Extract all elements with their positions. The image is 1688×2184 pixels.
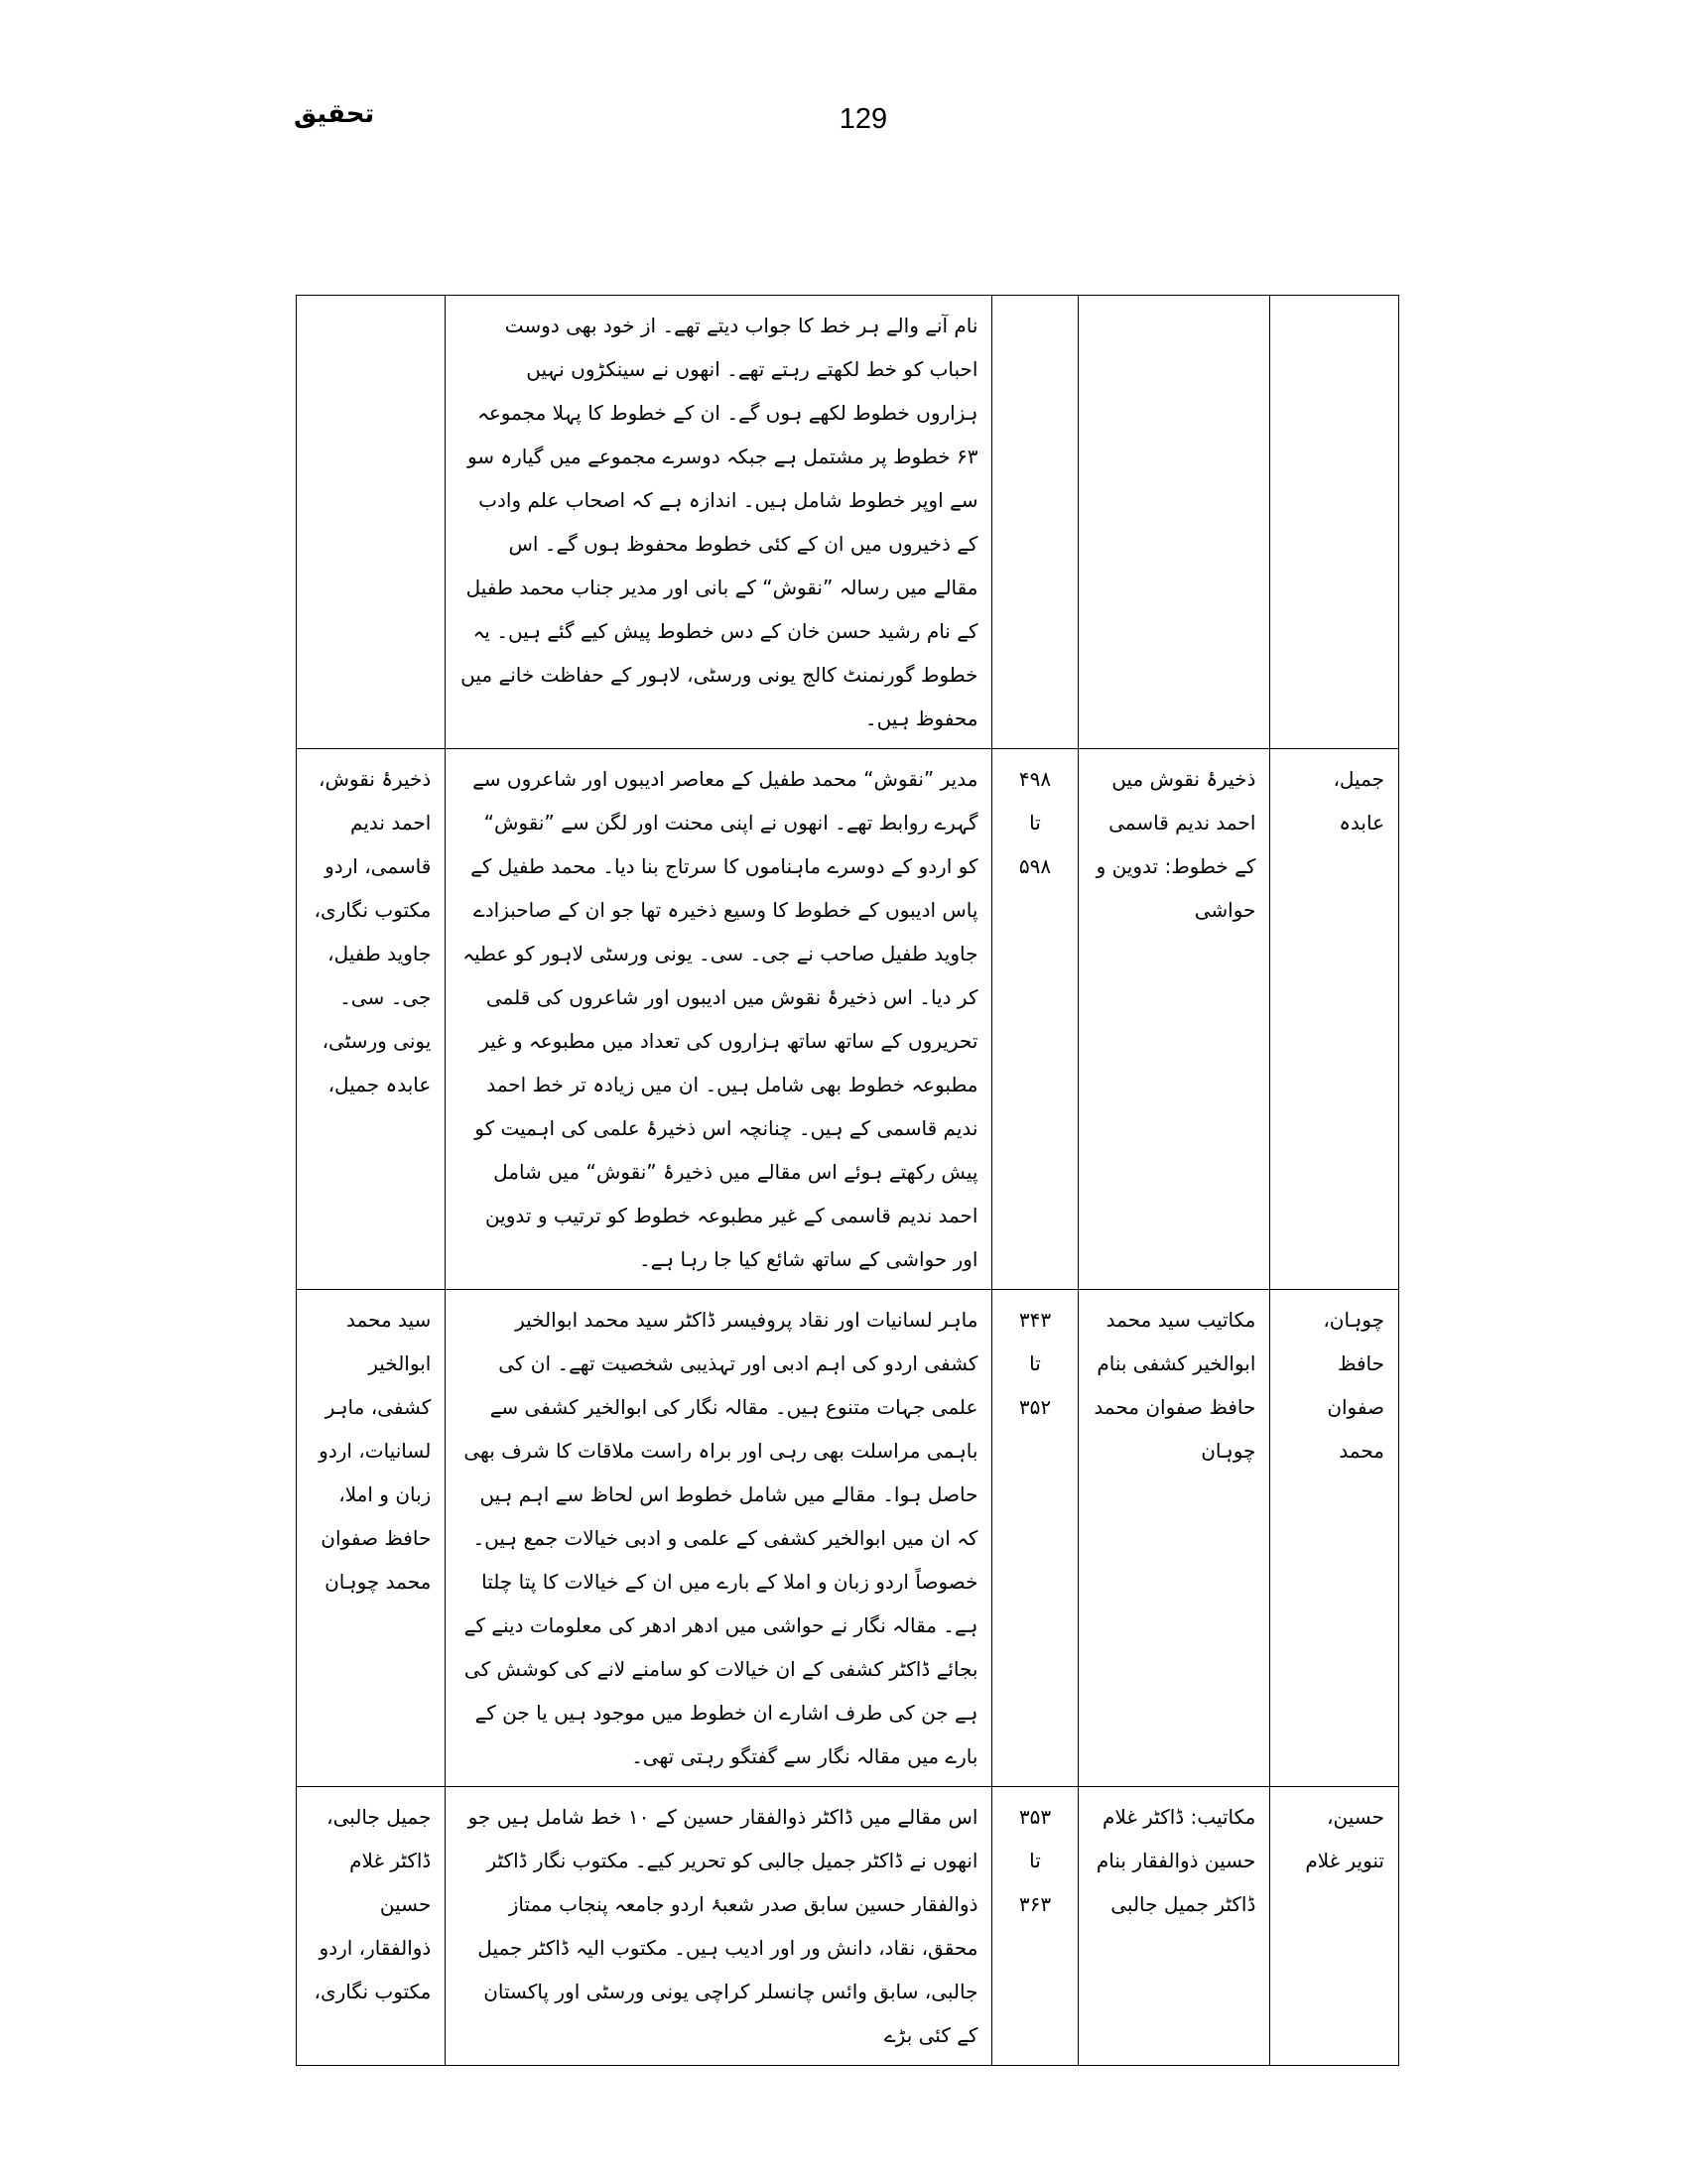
pages-cell: ۳۵۳ تا ۳۶۳	[992, 1787, 1078, 2066]
pages-cell: ۴۹۸ تا ۵۹۸	[992, 749, 1078, 1290]
keywords-cell: ذخیرۂ نقوش، احمد ندیم قاسمی، اردو مکتوب نگاری، جاوید طفیل، جی۔ سی۔ یونی ورسٹی، عابدہ جمیل،	[297, 749, 446, 1290]
section-label: تحقیق	[294, 99, 375, 129]
pages-cell	[992, 296, 1078, 749]
title-cell: مکاتیب: ڈاکٹر غلام حسین ذوالفقار بنام ڈاکٹر جمیل جالبی	[1078, 1787, 1270, 2066]
summary-cell: مدیر ”نقوش“ محمد طفیل کے معاصر ادیبوں اور شاعروں سے گہرے روابط تھے۔ انھوں نے اپنی محنت اور لگن سے ”نقوش“ کو اردو کے دوسرے ماہناموں کا سرتاج بنا دیا۔ محمد طفیل کے پاس ادیبوں کے خطوط کا وسیع ذخیرہ تھا جو ان کے صاحبزادے جاوید طفیل صاحب نے جی۔ سی۔ یونی ورسٹی لاہور کو عطیہ کر دیا۔ اس ذخیرۂ نقوش میں ادیبوں اور شاعروں کی قلمی تحریروں کے ساتھ ساتھ ہزاروں کی تعداد میں مطبوعہ و غیر مطبوعہ خطوط بھی شامل ہیں۔ ان میں زیادہ تر خط احمد ندیم قاسمی کے ہیں۔ چنانچہ اس ذخیرۂ علمی کی اہمیت کو پیش رکھتے ہوئے اس مقالے میں ذخیرۂ ”نقوش“ میں شامل احمد ندیم قاسمی کے غیر مطبوعہ خطوط کو ترتیب و تدوین اور حواشی کے ساتھ شائع کیا جا رہا ہے۔	[446, 749, 992, 1290]
summary-cell: نام آنے والے ہر خط کا جواب دیتے تھے۔ از خود بھی دوست احباب کو خط لکھتے رہتے تھے۔ انھوں نے سینکڑوں نہیں ہزاروں خطوط لکھے ہوں گے۔ ان کے خطوط کا پہلا مجموعہ ۶۳ خطوط پر مشتمل ہے جبکہ دوسرے مجموعے میں گیارہ سو سے اوپر خطوط شامل ہیں۔ اندازہ ہے کہ اصحاب علم وادب کے ذخیروں میں ان کے کئی خطوط محفوظ ہوں گے۔ اس مقالے میں رسالہ ”نقوش“ کے بانی اور مدیر جناب محمد طفیل کے نام رشید حسن خان کے دس خطوط پیش کیے گئے ہیں۔ یہ خطوط گورنمنٹ کالج یونی ورسٹی، لاہور کے حفاظت خانے میں محفوظ ہیں۔	[446, 296, 992, 749]
table-row	[297, 296, 1399, 749]
table-row	[297, 749, 1399, 1290]
author-cell	[1270, 296, 1399, 749]
summary-cell: ماہر لسانیات اور نقاد پروفیسر ڈاکٹر سید محمد ابوالخیر کشفی اردو کی اہم ادبی اور تہذیبی شخصیت تھے۔ ان کی علمی جہات متنوع ہیں۔ مقالہ نگار کی ابوالخیر کشفی سے باہمی مراسلت بھی رہی اور براہ راست ملاقات کا شرف بھی حاصل ہوا۔ مقالے میں شامل خطوط اس لحاظ سے اہم ہیں کہ ان میں ابوالخیر کشفی کے علمی و ادبی خیالات جمع ہیں۔ خصوصاً اردو زبان و املا کے بارے میں ان کے خیالات کا پتا چلتا ہے۔ مقالہ نگار نے حواشی میں ادھر ادھر کی معلومات دینے کے بجائے ڈاکٹر کشفی کے ان خیالات کو سامنے لانے کی کوشش کی ہے جن کی طرف اشارے ان خطوط میں موجود ہیں یا جن کے بارے میں مقالہ نگار سے گفتگو رہتی تھی۔	[446, 1290, 992, 1787]
article-index-table	[296, 295, 1399, 2066]
title-cell	[1078, 296, 1270, 749]
author-cell: حسین، تنویر غلام	[1270, 1787, 1399, 2066]
author-cell: چوہان، حافظ صفوان محمد	[1270, 1290, 1399, 1787]
page-number: 129	[839, 103, 888, 135]
pages-cell: ۳۴۳ تا ۳۵۲	[992, 1290, 1078, 1787]
table-row	[297, 1787, 1399, 2066]
author-cell: جمیل، عابدہ	[1270, 749, 1399, 1290]
keywords-cell: جمیل جالبی، ڈاکٹر غلام حسین ذوالفقار، اردو مکتوب نگاری،	[297, 1787, 446, 2066]
keywords-cell: سید محمد ابوالخیر کشفی، ماہر لسانیات، اردو زبان و املا، حافظ صفوان محمد چوہان	[297, 1290, 446, 1787]
summary-cell: اس مقالے میں ڈاکٹر ذوالفقار حسین کے ۱۰ خط شامل ہیں جو انھوں نے ڈاکٹر جمیل جالبی کو تحریر کیے۔ مکتوب نگار ڈاکٹر ذوالفقار حسین سابق صدر شعبۂ اردو جامعہ پنجاب ممتاز محقق، نقاد، دانش ور اور ادیب ہیں۔ مکتوب الیہ ڈاکٹر جمیل جالبی، سابق وائس چانسلر کراچی یونی ورسٹی اور پاکستان کے کئی بڑے	[446, 1787, 992, 2066]
title-cell: مکاتیب سید محمد ابوالخیر کشفی بنام حافظ صفوان محمد چوہان	[1078, 1290, 1270, 1787]
title-cell: ذخیرۂ نقوش میں احمد ندیم قاسمی کے خطوط: تدوین و حواشی	[1078, 749, 1270, 1290]
table-row	[297, 1290, 1399, 1787]
keywords-cell	[297, 296, 446, 749]
